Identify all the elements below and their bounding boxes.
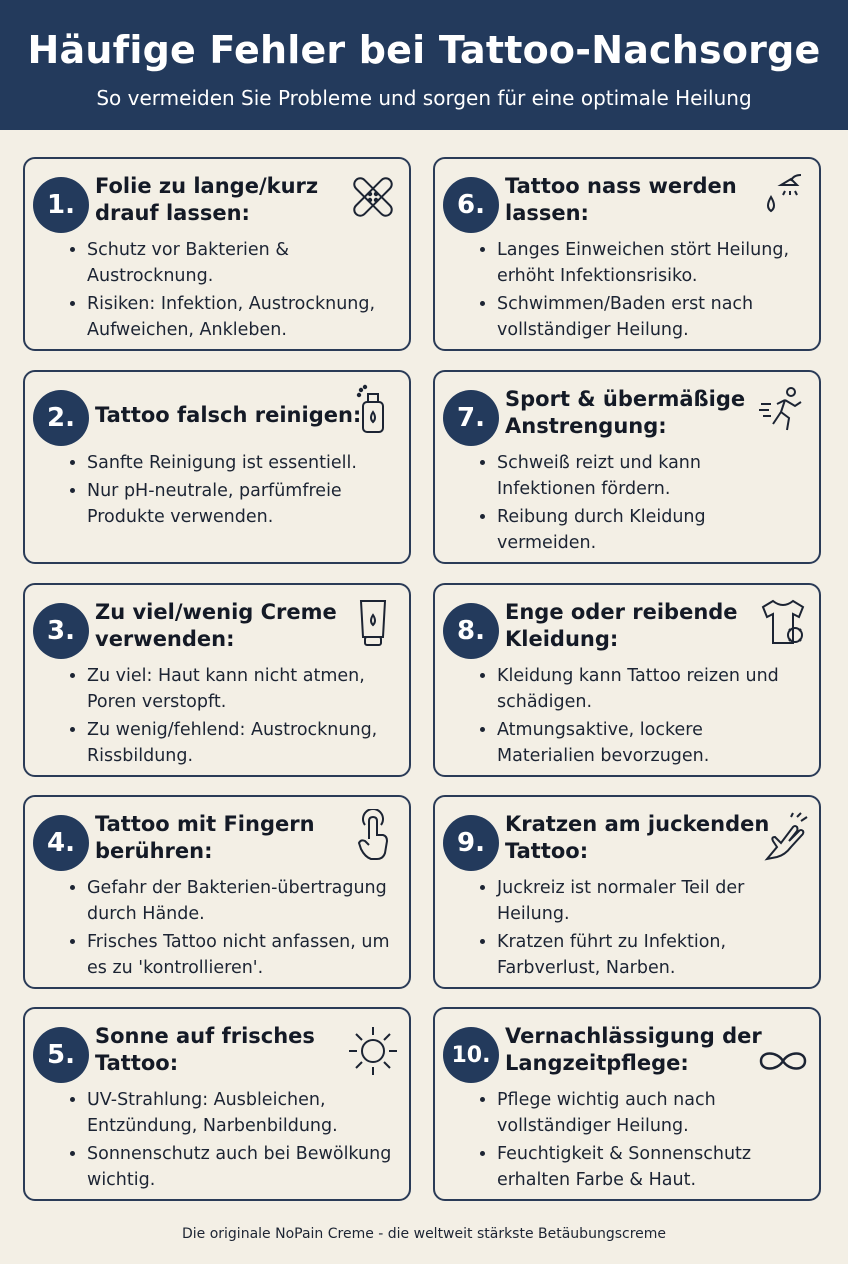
bullet-item: • Sanfte Reinigung ist essentiell. <box>87 450 395 476</box>
number-badge: 3. <box>33 603 89 659</box>
running-person-icon <box>757 384 809 436</box>
bullet-list <box>63 450 395 532</box>
number-badge: 7. <box>443 390 499 446</box>
bullet-item: • Schweiß reizt und kann Infektionen fördern. <box>497 450 805 502</box>
card-title: Folie zu lange/kurz drauf lassen: <box>95 174 319 225</box>
card-9 <box>433 795 821 989</box>
bullet-item: • Juckreiz ist normaler Teil der Heilung. <box>497 875 805 927</box>
card-title: Tattoo nass werden lassen: <box>505 174 737 225</box>
header-banner <box>0 0 848 130</box>
bullet-list <box>63 237 395 345</box>
number-badge: 1. <box>33 177 89 233</box>
number-badge: 8. <box>443 603 499 659</box>
card-3 <box>23 583 411 777</box>
card-title: Tattoo falsch reinigen: <box>95 403 362 427</box>
card-title: Sonne auf frisches Tattoo: <box>95 1024 315 1075</box>
footer-note: Die originale NoPain Creme - die weltweit stärkste Betäubungscreme <box>181 1226 667 1242</box>
page-subtitle: So vermeiden Sie Probleme und sorgen für eine optimale Heilung <box>96 86 752 110</box>
bullet-item: • Pflege wichtig auch nach vollständiger Heilung. <box>497 1087 805 1139</box>
tshirt-icon <box>757 597 809 649</box>
bullet-item: • Kleidung kann Tattoo reizen und schädigen. <box>497 663 805 715</box>
card-title: Sport & übermäßige Anstrengung: <box>505 387 746 438</box>
card-title: Tattoo mit Fingern berühren: <box>95 812 315 863</box>
cream-tube-icon <box>347 597 399 649</box>
number-badge: 4. <box>33 815 89 871</box>
bullet-item: • Zu viel: Haut kann nicht atmen, Poren verstopft. <box>87 663 395 715</box>
scratching-hand-icon <box>757 811 809 863</box>
card-title: Zu viel/wenig Creme verwenden: <box>95 600 337 651</box>
bandage-icon <box>347 171 399 223</box>
number-badge: 5. <box>33 1027 89 1083</box>
bullet-item: • Risiken: Infektion, Austrocknung, Aufweichen, Ankleben. <box>87 291 395 343</box>
bullet-list <box>473 1087 805 1195</box>
card-6 <box>433 157 821 351</box>
bullet-item: • Kratzen führt zu Infektion, Farbverlust, Narben. <box>497 929 805 981</box>
card-8 <box>433 583 821 777</box>
bullet-list <box>473 875 805 983</box>
bullet-list <box>63 663 395 771</box>
bullet-item: • Gefahr der Bakterien-übertragung durch Hände. <box>87 875 395 927</box>
card-2 <box>23 370 411 564</box>
bullet-item: • Reibung durch Kleidung vermeiden. <box>497 504 805 556</box>
card-5 <box>23 1007 411 1201</box>
infinity-icon <box>757 1035 809 1087</box>
bullet-list <box>473 663 805 771</box>
card-title: Vernachlässigung der Langzeitpflege: <box>505 1024 762 1075</box>
bullet-list <box>63 875 395 983</box>
number-badge: 2. <box>33 390 89 446</box>
card-10 <box>433 1007 821 1201</box>
number-badge: 10. <box>443 1027 499 1083</box>
bullet-item: • Sonnenschutz auch bei Bewölkung wichtig. <box>87 1141 395 1193</box>
bullet-list <box>473 450 805 558</box>
bullet-item: • Langes Einweichen stört Heilung, erhöht Infektionsrisiko. <box>497 237 805 289</box>
shower-icon <box>757 171 809 223</box>
bullet-list <box>473 237 805 345</box>
bullet-item: • UV-Strahlung: Ausbleichen, Entzündung, Narbenbildung. <box>87 1087 395 1139</box>
number-badge: 9. <box>443 815 499 871</box>
bullet-item: • Atmungsaktive, lockere Materialien bevorzugen. <box>497 717 805 769</box>
page-title: Häufige Fehler bei Tattoo-Nachsorge <box>27 28 821 72</box>
bullet-item: • Schutz vor Bakterien & Austrocknung. <box>87 237 395 289</box>
bullet-item: • Nur pH-neutrale, parfümfreie Produkte verwenden. <box>87 478 395 530</box>
card-title: Enge oder reibende Kleidung: <box>505 600 738 651</box>
bullet-item: • Feuchtigkeit & Sonnenschutz erhalten Farbe & Haut. <box>497 1141 805 1193</box>
cleanser-bottle-icon <box>347 384 399 436</box>
card-4 <box>23 795 411 989</box>
bullet-item: • Frisches Tattoo nicht anfassen, um es zu 'kontrollieren'. <box>87 929 395 981</box>
sun-icon <box>347 1025 399 1077</box>
card-7 <box>433 370 821 564</box>
bullet-list <box>63 1087 395 1195</box>
touch-finger-icon <box>347 809 399 861</box>
bullet-item: • Zu wenig/fehlend: Austrocknung, Rissbildung. <box>87 717 395 769</box>
number-badge: 6. <box>443 177 499 233</box>
bullet-item: • Schwimmen/Baden erst nach vollständiger Heilung. <box>497 291 805 343</box>
card-title: Kratzen am juckenden Tattoo: <box>505 812 770 863</box>
card-1 <box>23 157 411 351</box>
